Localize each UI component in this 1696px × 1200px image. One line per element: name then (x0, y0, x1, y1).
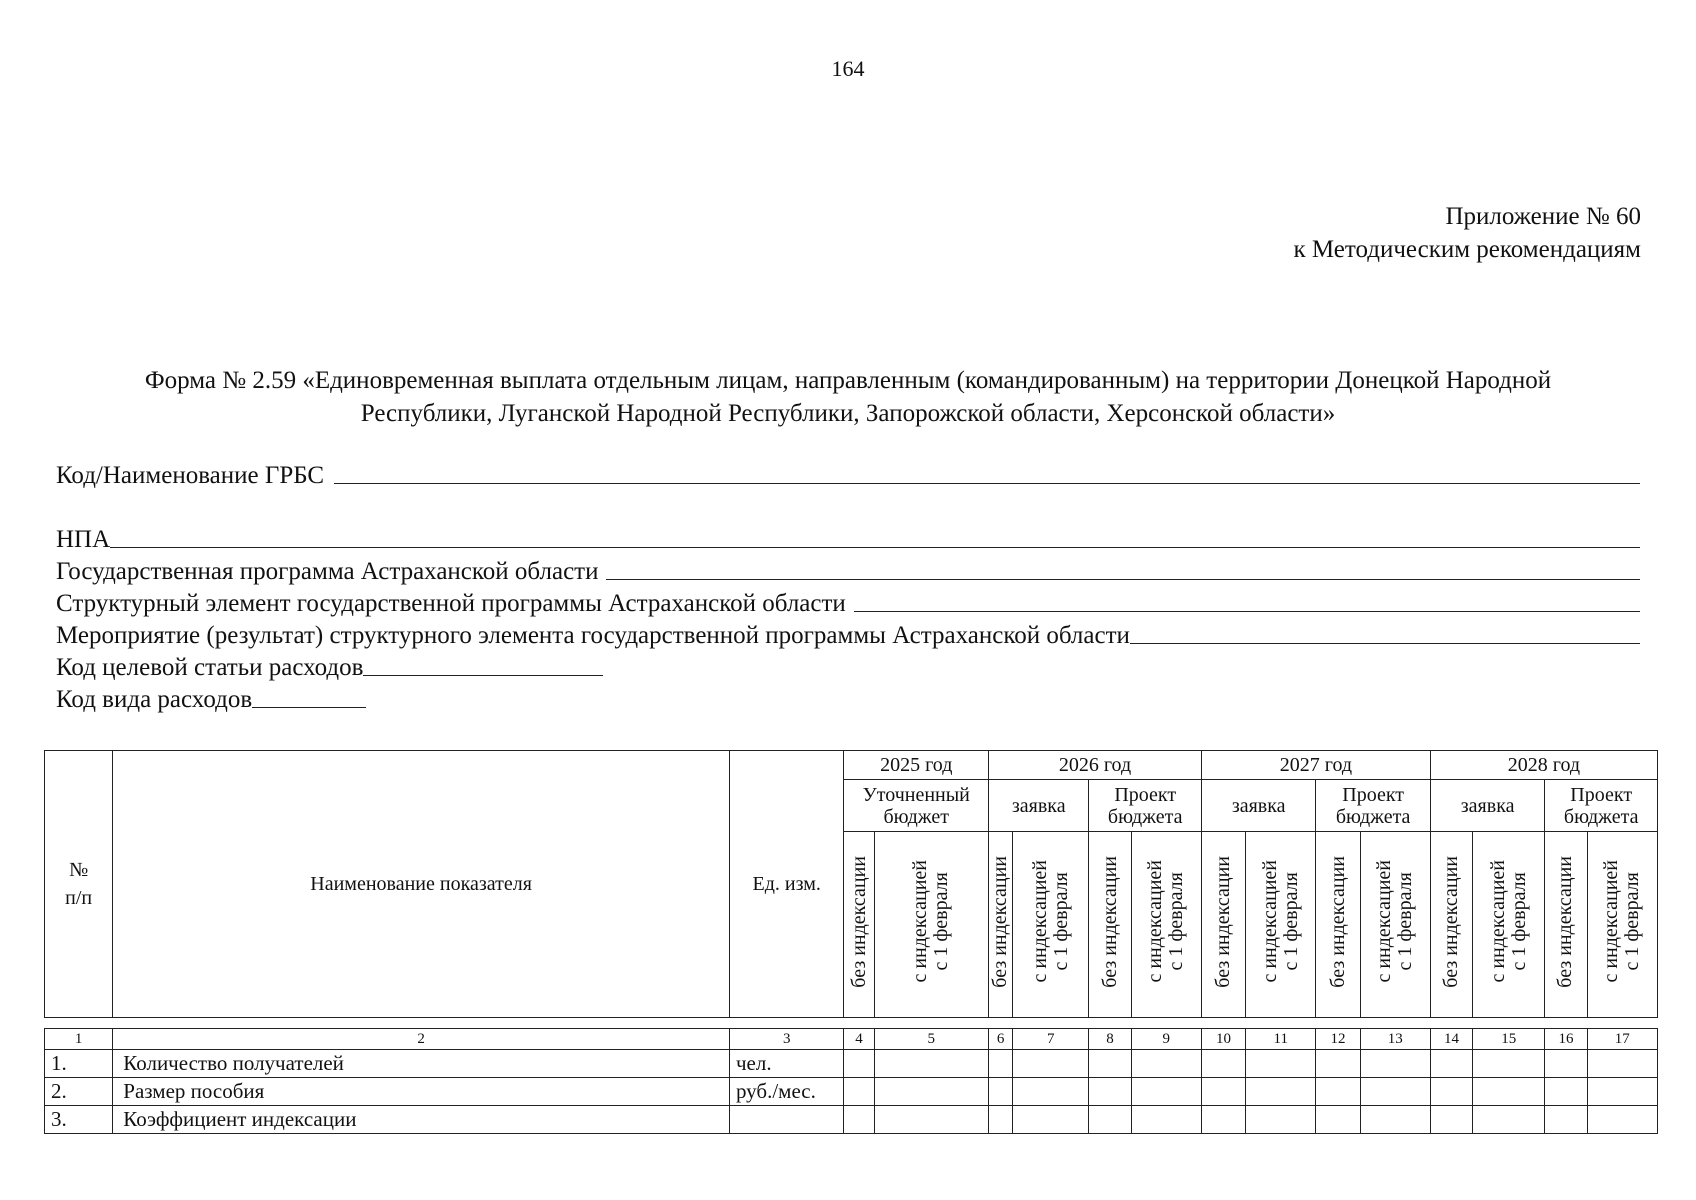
value-cell[interactable] (1013, 1050, 1089, 1078)
header-noindex-14 (1430, 832, 1472, 1018)
field-npa-line[interactable] (110, 547, 1640, 548)
header-withindex-13 (1360, 832, 1430, 1018)
page-number: 164 (831, 56, 865, 81)
field-npa-label: НПА (56, 526, 111, 553)
col-number: 3 (729, 1029, 843, 1050)
value-cell[interactable] (1131, 1050, 1201, 1078)
value-cell[interactable] (1545, 1106, 1587, 1134)
value-cell[interactable] (1013, 1078, 1089, 1106)
header-request-2028: заявка (1430, 780, 1544, 832)
value-cell[interactable] (989, 1078, 1013, 1106)
value-cell[interactable] (1473, 1078, 1545, 1106)
field-struct-element-line[interactable] (854, 611, 1640, 612)
vertical-line-2: с 1 февраля (930, 872, 953, 971)
row-num: 1. (45, 1050, 113, 1078)
header-unit: Ед. изм. (729, 751, 843, 1018)
col-number: 8 (1089, 1029, 1131, 1050)
vertical-label: без индексации (847, 855, 870, 988)
vertical-line-1: с индексацией (909, 860, 932, 983)
value-cell[interactable] (844, 1106, 874, 1134)
field-grbs-line[interactable] (334, 483, 1640, 484)
vertical-line-2: с 1 февраля (1621, 872, 1644, 971)
vertical-label (1030, 860, 1072, 983)
header-noindex-10 (1201, 832, 1245, 1018)
table-row (45, 1106, 1658, 1134)
row-name: Коэффициент индексации (113, 1106, 730, 1134)
header-noindex-8 (1089, 832, 1131, 1018)
vertical-label (1260, 860, 1302, 983)
vertical-line-1: с индексацией (1144, 860, 1167, 983)
vertical-line-2: с 1 февраля (1507, 872, 1530, 971)
vertical-label: без индексации (1439, 855, 1462, 988)
value-cell[interactable] (1089, 1106, 1131, 1134)
value-cell[interactable] (1360, 1050, 1430, 1078)
form-title: Форма № 2.59 «Единовременная выплата отдельным лицам, направленным (командированным) на территории Донецкой Народной Республики, Луганской Народной Республики, Запорожской области, Херсонской области» (144, 367, 1552, 427)
col-number: 15 (1473, 1029, 1545, 1050)
field-expense-code-label: Код вида расходов (56, 686, 253, 713)
field-gov-program-label: Государственная программа Астраханской области (56, 558, 599, 585)
header-name: Наименование показателя (113, 751, 730, 1018)
header-refined-budget (844, 780, 989, 832)
vertical-line-2: с 1 февраля (1165, 872, 1188, 971)
value-cell[interactable] (1201, 1078, 1245, 1106)
vertical-label (1374, 860, 1416, 983)
header-num (45, 751, 113, 1018)
field-grbs-block (56, 458, 1640, 490)
row-name: Количество получателей (113, 1050, 730, 1078)
vertical-label (1145, 860, 1187, 983)
col-number: 12 (1316, 1029, 1360, 1050)
field-grbs[interactable] (56, 458, 1640, 490)
vertical-label (1488, 860, 1530, 983)
fields-block (56, 522, 1640, 714)
value-cell[interactable] (874, 1106, 988, 1134)
value-cell[interactable] (1587, 1106, 1657, 1134)
value-cell[interactable] (1545, 1078, 1587, 1106)
value-cell[interactable] (1316, 1050, 1360, 1078)
vertical-label (1601, 860, 1643, 983)
value-cell[interactable] (989, 1106, 1013, 1134)
field-event[interactable] (56, 618, 1640, 650)
header-year-2026: 2026 год (989, 751, 1202, 780)
value-cell[interactable] (1246, 1050, 1316, 1078)
value-cell[interactable] (1360, 1106, 1430, 1134)
col-number: 4 (844, 1029, 874, 1050)
value-cell[interactable] (1131, 1106, 1201, 1134)
indicators-table (44, 750, 1658, 1134)
value-cell[interactable] (1430, 1078, 1472, 1106)
header-request-2027: заявка (1201, 780, 1315, 832)
vertical-label (910, 860, 952, 983)
gap-cell (45, 1018, 1658, 1029)
header-project-2027-text: Проект бюджета (1335, 783, 1411, 828)
vertical-line-1: с индексацией (1258, 860, 1281, 983)
field-target-code-line[interactable] (363, 675, 603, 676)
header-noindex-16 (1545, 832, 1587, 1018)
row-unit: чел. (729, 1050, 843, 1078)
field-event-label: Мероприятие (результат) структурного элемента государственной программы Астраханской области (56, 622, 1130, 649)
header-withindex-5 (874, 832, 988, 1018)
header-project-2028-text: Проект бюджета (1563, 783, 1639, 828)
vertical-label: без индексации (1554, 855, 1577, 988)
field-gov-program[interactable] (56, 554, 1640, 586)
vertical-label: без индексации (1326, 855, 1349, 988)
header-project-2026-text: Проект бюджета (1107, 783, 1183, 828)
appendix-note (1293, 200, 1641, 266)
col-number: 16 (1545, 1029, 1587, 1050)
header-num-text: № п/п (65, 859, 93, 909)
header-gap (45, 1018, 1658, 1029)
field-grbs-label: Код/Наименование ГРБС (56, 462, 325, 489)
row-name: Размер пособия (113, 1078, 730, 1106)
col-number: 1 (45, 1029, 113, 1050)
value-cell[interactable] (1131, 1078, 1201, 1106)
col-number: 13 (1360, 1029, 1430, 1050)
vertical-line-2: с 1 февраля (1279, 872, 1302, 971)
header-withindex-11 (1246, 832, 1316, 1018)
value-cell[interactable] (874, 1078, 988, 1106)
header-noindex-6 (989, 832, 1013, 1018)
value-cell[interactable] (874, 1050, 988, 1078)
row-unit: руб./мес. (729, 1078, 843, 1106)
field-expense-code-line[interactable] (252, 707, 366, 708)
header-project-2027 (1316, 780, 1430, 832)
vertical-line-2: с 1 февраля (1049, 872, 1072, 971)
header-withindex-9 (1131, 832, 1201, 1018)
field-target-code-label: Код целевой статьи расходов (56, 654, 364, 681)
col-number: 2 (113, 1029, 730, 1050)
value-cell[interactable] (1473, 1106, 1545, 1134)
value-cell[interactable] (1430, 1050, 1472, 1078)
col-number: 10 (1201, 1029, 1245, 1050)
field-gov-program-line[interactable] (606, 579, 1640, 580)
value-cell[interactable] (1473, 1050, 1545, 1078)
header-year-2025: 2025 год (844, 751, 989, 780)
value-cell[interactable] (1316, 1106, 1360, 1134)
col-number: 9 (1131, 1029, 1201, 1050)
value-cell[interactable] (844, 1078, 874, 1106)
header-project-2028 (1545, 780, 1658, 832)
col-number: 14 (1430, 1029, 1472, 1050)
value-cell[interactable] (1430, 1106, 1472, 1134)
header-year-2028: 2028 год (1430, 751, 1657, 780)
row-unit (729, 1106, 843, 1134)
field-struct-element[interactable] (56, 586, 1640, 618)
vertical-line-1: с индексацией (1028, 860, 1051, 983)
field-target-code[interactable] (56, 650, 1640, 682)
row-num: 2. (45, 1078, 113, 1106)
table-row (45, 1078, 1658, 1106)
table-row (45, 1050, 1658, 1078)
value-cell[interactable] (1587, 1050, 1657, 1078)
vertical-label: без индексации (1098, 855, 1121, 988)
header-noindex-4 (844, 832, 874, 1018)
header-withindex-17 (1587, 832, 1657, 1018)
value-cell[interactable] (1587, 1078, 1657, 1106)
row-num: 3. (45, 1106, 113, 1134)
value-cell[interactable] (1089, 1050, 1131, 1078)
value-cell[interactable] (1201, 1050, 1245, 1078)
field-struct-element-label: Структурный элемент государственной программы Астраханской области (56, 590, 846, 617)
vertical-line-1: с индексацией (1373, 860, 1396, 983)
col-number: 5 (874, 1029, 988, 1050)
value-cell[interactable] (1360, 1078, 1430, 1106)
header-request-2026: заявка (989, 780, 1089, 832)
header-withindex-15 (1473, 832, 1545, 1018)
value-cell[interactable] (1246, 1078, 1316, 1106)
header-noindex-12 (1316, 832, 1360, 1018)
col-number: 6 (989, 1029, 1013, 1050)
value-cell[interactable] (989, 1050, 1013, 1078)
column-numbers-row (45, 1029, 1658, 1050)
col-number: 7 (1013, 1029, 1089, 1050)
vertical-line-2: с 1 февраля (1394, 872, 1417, 971)
vertical-line-1: с индексацией (1486, 860, 1509, 983)
value-cell[interactable] (1316, 1078, 1360, 1106)
value-cell[interactable] (844, 1050, 874, 1078)
vertical-label: без индексации (989, 855, 1012, 988)
appendix-line-1: Приложение № 60 (1445, 203, 1641, 230)
field-npa[interactable] (56, 522, 1640, 554)
header-refined-budget-text: Уточненный бюджет (862, 783, 970, 828)
value-cell[interactable] (1246, 1106, 1316, 1134)
value-cell[interactable] (1089, 1078, 1131, 1106)
field-expense-code[interactable] (56, 682, 1640, 714)
field-event-line[interactable] (1130, 643, 1640, 644)
header-project-2026 (1089, 780, 1201, 832)
vertical-label: без индексации (1212, 855, 1235, 988)
header-withindex-7 (1013, 832, 1089, 1018)
col-number: 17 (1587, 1029, 1657, 1050)
value-cell[interactable] (1201, 1106, 1245, 1134)
col-number: 11 (1246, 1029, 1316, 1050)
appendix-line-2: к Методическим рекомендациям (1293, 236, 1641, 263)
vertical-line-1: с индексацией (1600, 860, 1623, 983)
value-cell[interactable] (1013, 1106, 1089, 1134)
header-year-2027: 2027 год (1201, 751, 1430, 780)
value-cell[interactable] (1545, 1050, 1587, 1078)
